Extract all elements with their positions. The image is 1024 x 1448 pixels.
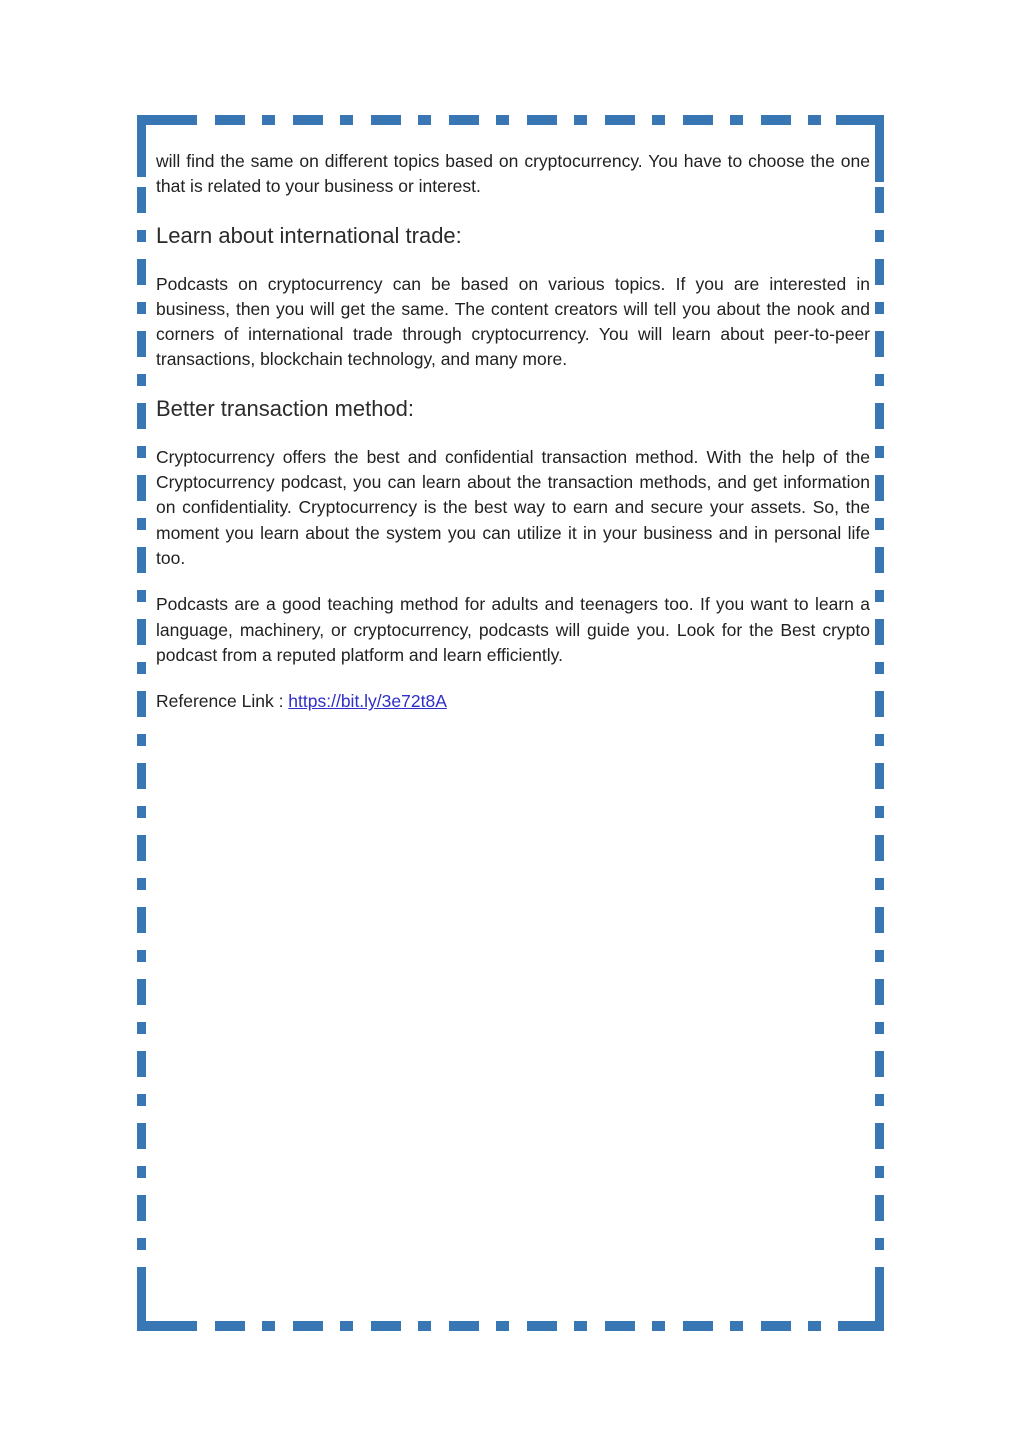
reference-link[interactable]: https://bit.ly/3e72t8A: [288, 691, 447, 712]
section-heading-international-trade: Learn about international trade:: [156, 222, 462, 248]
paragraph-podcast-teaching: Podcasts are a good teaching method for adults and teenagers too. If you want to learn a language, machinery, or cryptocurrency, podcasts will guide you. Look for the Best crypto podcast from a reputed platform and learn efficiently.: [156, 594, 870, 665]
border-corner-bottom-right: [875, 1269, 884, 1327]
border-top-dashes: [137, 115, 884, 125]
paragraph-international-trade: Podcasts on cryptocurrency can be based on various topics. If you are interested in business, then you will get the same. The content creators will tell you about the nook and corners of international trade through cryptocurrency. You will learn about peer-to-peer transactions, blockchain technology, and many more.: [156, 273, 870, 370]
border-right-dashes: [875, 115, 884, 1331]
border-corner-top-right: [875, 122, 884, 182]
border-left-dashes: [137, 115, 146, 1331]
section-heading-transaction-method: Better transaction method:: [156, 395, 415, 421]
document-content: [147, 125, 874, 1321]
reference-line: [156, 689, 870, 714]
paragraph-transaction-method: Cryptocurrency offers the best and confidential transaction method. With the help of the Cryptocurrency podcast, you can learn about the transaction methods, and get information on confidentiality. Cryptocurrency is the best way to earn and secure your assets. So, the moment you learn about the system you can utilize it in your business and in personal life too.: [156, 446, 870, 568]
page-border: [137, 115, 884, 1331]
border-bottom-dashes: [137, 1321, 884, 1331]
border-corner-top-left: [137, 115, 146, 177]
paragraph-intro-continuation: will find the same on different topics based on cryptocurrency. You have to choose the one that is related to your business or interest.: [156, 151, 870, 197]
border-corner-bottom-left: [137, 1276, 146, 1331]
reference-label: Reference Link :: [156, 691, 289, 712]
